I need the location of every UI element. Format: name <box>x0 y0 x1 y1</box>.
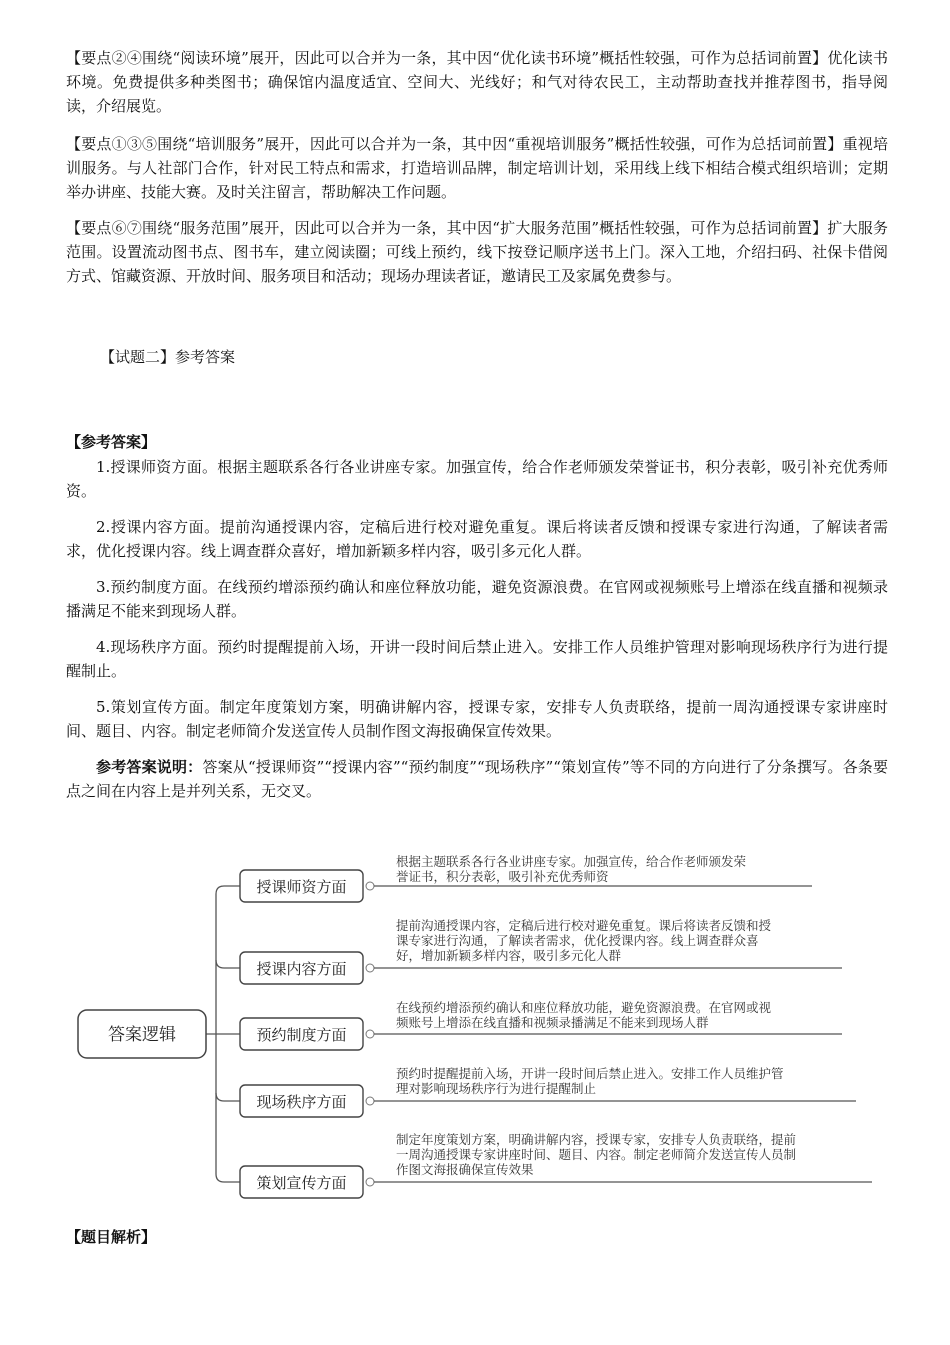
explanation-text: 答案从“授课师资”“授课内容”“预约制度”“现场秩序”“策划宣传”等不同的方向进行了分条撰写。各条要点之间在内容上是并列关系，无交叉。 <box>66 758 888 800</box>
branch-text-2-3: 好，增加新颖多样内容，吸引多元化人群 <box>396 948 622 963</box>
branch-label-2: 授课内容方面 <box>256 960 347 978</box>
branch-text-1-2: 誉证书，积分表彰，吸引补充优秀师资 <box>396 869 609 884</box>
branch-text-4-1: 预约时提醒提前入场，开讲一段时间后禁止进入。安排工作人员维护管 <box>396 1066 784 1081</box>
answer-item-1: 1.授课师资方面。根据主题联系各行各业讲座专家。加强宣传，给合作老师颁发荣誉证书，积分表彰，吸引补充优秀师资。 <box>66 458 888 500</box>
mindmap-root-label: 答案逻辑 <box>108 1025 176 1045</box>
mindmap-branch-4 <box>240 1066 856 1117</box>
mindmap-branch-1 <box>240 854 812 902</box>
branch-text-4-2: 理对影响现场秩序行为进行提醒制止 <box>396 1081 597 1096</box>
connector-branch-2 <box>216 960 240 968</box>
branch-label-5: 策划宣传方面 <box>256 1174 347 1192</box>
answer-item-4: 4.现场秩序方面。预约时提醒提前入场，开讲一段时间后禁止进入。安排工作人员维护管理对影响现场秩序行为进行提醒制止。 <box>66 638 888 680</box>
branch-label-1: 授课师资方面 <box>256 878 347 896</box>
branch-label-4: 现场秩序方面 <box>256 1093 347 1111</box>
connector-branch-4 <box>216 1034 240 1101</box>
analysis-heading: 【题目解析】 <box>66 1228 157 1246</box>
connector-branch-1 <box>206 886 240 1034</box>
connector-branch-5 <box>216 1093 240 1182</box>
answer-item-3: 3.预约制度方面。在线预约增添预约确认和座位释放功能，避免资源浪费。在官网或视频账号上增添在线直播和视频录播满足不能来到现场人群。 <box>66 578 888 620</box>
mindmap-root <box>78 1010 206 1058</box>
explanation-label: 参考答案说明： <box>96 758 203 776</box>
mindmap-connectors <box>206 886 240 1182</box>
paragraph-reading-environment: 【要点②④围绕“阅读环境”展开，因此可以合并为一条，其中因“优化读书环境”概括性较强，可作为总括词前置】优化读书环境。免费提供多种类图书；确保馆内温度适宜、空间大、光线好；和气对待农民工，主动帮助查找并推荐图书，指导阅读，介绍展览。 <box>66 49 888 115</box>
paragraph-service-scope: 【要点⑥⑦围绕“服务范围”展开，因此可以合并为一条，其中因“扩大服务范围”概括性较强，可作为总括词前置】扩大服务范围。设置流动图书点、图书车，建立阅读圈；可线上预约，线下按登记顺序送书上门。深入工地，介绍扫码、社保卡借阅方式、馆藏资源、开放时间、服务项目和活动；现场办理读者证，邀请民工及家属免费参与。 <box>66 219 888 285</box>
branch-text-3-1: 在线预约增添预约确认和座位释放功能，避免资源浪费。在官网或视 <box>396 1000 772 1015</box>
branch-label-3: 预约制度方面 <box>256 1026 347 1044</box>
paragraph-training-service: 【要点①③⑤围绕“培训服务”展开，因此可以合并为一条，其中因“重视培训服务”概括性较强，可作为总括词前置】重视培训服务。与人社部门合作，针对民工特点和需求，打造培训品牌，制定培训计划，采用线上线下相结合模式组织培训；定期举办讲座、技能大赛。及时关注留言，帮助解决工作问题。 <box>66 135 888 201</box>
branch-text-5-3: 作图文海报确保宣传效果 <box>396 1162 534 1177</box>
answer-heading: 【参考答案】 <box>66 433 157 451</box>
mindmap-branch-3 <box>240 1000 842 1050</box>
branch-text-3-2: 频账号上增添在线直播和视频录播满足不能来到现场人群 <box>396 1015 709 1030</box>
branch-text-1-1: 根据主题联系各行各业讲座专家。加强宣传，给合作老师颁发荣 <box>396 854 747 869</box>
branch-text-5-1: 制定年度策划方案，明确讲解内容，授课专家，安排专人负责联络，提前 <box>396 1132 797 1147</box>
section-title: 【试题二】参考答案 <box>100 348 236 366</box>
branch-text-5-2: 一周沟通授课专家讲座时间、题目、内容。制定老师简介发送宣传人员制 <box>396 1147 797 1162</box>
branch-text-2-1: 提前沟通授课内容，定稿后进行校对避免重复。课后将读者反馈和授 <box>396 918 772 933</box>
answer-item-2: 2.授课内容方面。提前沟通授课内容，定稿后进行校对避免重复。课后将读者反馈和授课专家进行沟通，了解读者需求，优化授课内容。线上调查群众喜好，增加新颖多样内容，吸引多元化人群。 <box>66 518 888 560</box>
mindmap-branch-5 <box>240 1132 872 1198</box>
mindmap-branch-2 <box>240 918 842 984</box>
answer-item-5: 5.策划宣传方面。制定年度策划方案，明确讲解内容，授课专家，安排专人负责联络，提前一周沟通授课专家讲座时间、题目、内容。制定老师简介发送宣传人员制作图文海报确保宣传效果。 <box>66 698 888 740</box>
branch-text-2-2: 课专家进行沟通，了解读者需求，优化授课内容。线上调查群众喜 <box>396 933 759 948</box>
